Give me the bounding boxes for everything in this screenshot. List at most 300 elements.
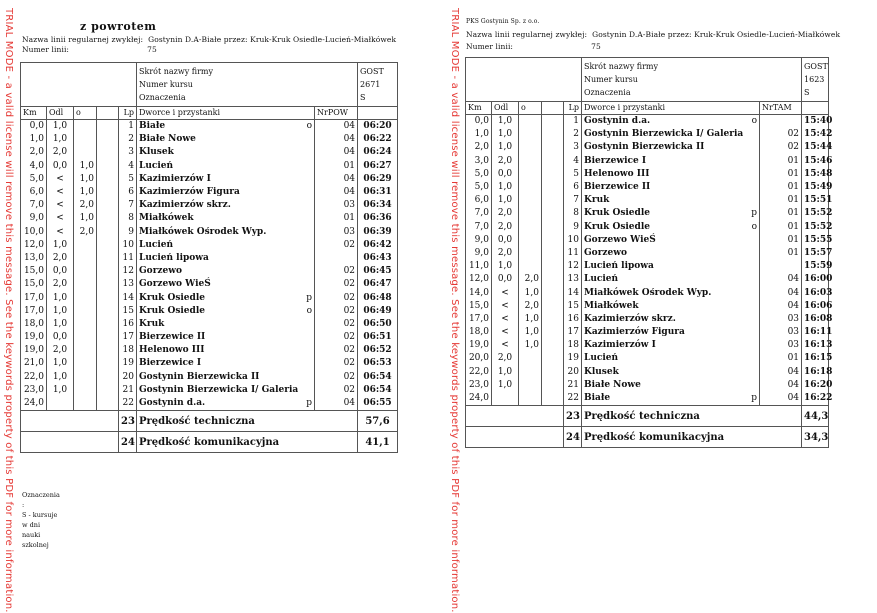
row-stop bbox=[582, 366, 760, 379]
row-km: 7,0 bbox=[21, 199, 47, 212]
row-lp: 15 bbox=[564, 300, 582, 313]
row-km: 11,0 bbox=[466, 260, 492, 273]
row-time: 06:29 bbox=[358, 173, 398, 186]
row-lp: 3 bbox=[119, 146, 137, 159]
speed-lp: 23 bbox=[119, 411, 137, 432]
row-stop bbox=[582, 115, 760, 129]
row-time: 06:54 bbox=[358, 384, 398, 397]
speed-label: Prędkość techniczna bbox=[582, 406, 802, 427]
row-nr: 02 bbox=[315, 371, 358, 384]
row-lp: 12 bbox=[119, 265, 137, 278]
stop-name: Gostynin Bierzewicka I/ Galeria bbox=[584, 129, 744, 140]
stop-mark: o bbox=[751, 221, 757, 232]
stop-name: Klusek bbox=[584, 366, 619, 377]
row-o2 bbox=[97, 252, 119, 265]
row-stop bbox=[137, 384, 315, 397]
row-nr: 01 bbox=[760, 247, 802, 260]
stop-name: Gorzewo WieŚ bbox=[139, 279, 211, 290]
row-lp: 5 bbox=[119, 173, 137, 186]
row-nr: 02 bbox=[315, 357, 358, 370]
speed-value: 34,3 bbox=[802, 427, 829, 448]
header-nr: NrPOW bbox=[315, 107, 358, 120]
stop-name: Lucień bbox=[584, 274, 619, 285]
row-time: 16:06 bbox=[802, 300, 829, 313]
table-row bbox=[466, 141, 829, 154]
row-o1: 1,0 bbox=[74, 160, 97, 173]
row-o1 bbox=[519, 128, 542, 141]
stop-name: Kruk Osiedle bbox=[139, 305, 205, 316]
stop-name: Kruk Osiedle bbox=[584, 221, 650, 232]
row-stop bbox=[137, 397, 315, 411]
row-nr: 01 bbox=[760, 352, 802, 365]
row-o2 bbox=[542, 141, 564, 154]
stop-name: Klusek bbox=[139, 147, 174, 158]
stop-name: Bierzewice II bbox=[584, 182, 651, 193]
row-stop bbox=[137, 212, 315, 225]
row-lp: 1 bbox=[564, 115, 582, 129]
row-odl: 0,0 bbox=[492, 234, 519, 247]
meta-row bbox=[21, 63, 398, 107]
table-row bbox=[466, 207, 829, 220]
row-nr: 03 bbox=[760, 313, 802, 326]
row-stop bbox=[582, 392, 760, 406]
row-o1 bbox=[74, 291, 97, 304]
speed-label: Prędkość komunikacyjna bbox=[582, 427, 802, 448]
row-nr bbox=[315, 252, 358, 265]
row-o2 bbox=[97, 186, 119, 199]
row-o2 bbox=[542, 326, 564, 339]
row-o2 bbox=[97, 212, 119, 225]
row-lp: 6 bbox=[564, 181, 582, 194]
stop-name: Gorzewo bbox=[139, 266, 183, 277]
row-nr: 02 bbox=[315, 384, 358, 397]
row-o1 bbox=[519, 115, 542, 129]
row-odl bbox=[492, 392, 519, 406]
stop-name: Gostynin d.a. bbox=[139, 398, 206, 409]
row-stop bbox=[137, 173, 315, 186]
row-o1 bbox=[74, 344, 97, 357]
row-km: 22,0 bbox=[466, 366, 492, 379]
table-row bbox=[466, 300, 829, 313]
table-row bbox=[21, 160, 398, 173]
row-lp: 19 bbox=[119, 357, 137, 370]
row-km: 5,0 bbox=[466, 168, 492, 181]
row-o1: 1,0 bbox=[519, 339, 542, 352]
table-row bbox=[466, 247, 829, 260]
table-row bbox=[21, 252, 398, 265]
row-time: 15:52 bbox=[802, 221, 829, 234]
row-odl: 0,0 bbox=[492, 273, 519, 286]
row-o2 bbox=[97, 239, 119, 252]
row-odl: < bbox=[47, 199, 74, 212]
row-km: 13,0 bbox=[21, 252, 47, 265]
row-lp: 7 bbox=[564, 194, 582, 207]
table-row bbox=[466, 115, 829, 129]
row-o2 bbox=[542, 181, 564, 194]
stop-name: Kazimierzów I bbox=[584, 340, 656, 351]
row-odl: < bbox=[47, 226, 74, 239]
stop-name: Białe bbox=[584, 393, 611, 404]
row-stop bbox=[137, 120, 315, 134]
header-o: o bbox=[519, 102, 542, 115]
row-o2 bbox=[542, 247, 564, 260]
row-km: 15,0 bbox=[466, 300, 492, 313]
row-stop bbox=[582, 194, 760, 207]
row-time: 06:20 bbox=[358, 120, 398, 134]
row-time: 06:31 bbox=[358, 186, 398, 199]
row-time: 06:51 bbox=[358, 331, 398, 344]
table-row bbox=[21, 133, 398, 146]
row-time: 16:20 bbox=[802, 379, 829, 392]
stop-name: Gorzewo WieŚ bbox=[584, 234, 656, 245]
speed-lp: 23 bbox=[564, 406, 582, 427]
row-o2 bbox=[542, 339, 564, 352]
row-nr: 04 bbox=[315, 120, 358, 134]
row-odl: 1,0 bbox=[47, 291, 74, 304]
row-o1 bbox=[74, 120, 97, 134]
table-row bbox=[466, 379, 829, 392]
row-time: 06:54 bbox=[358, 371, 398, 384]
row-time: 15:52 bbox=[802, 207, 829, 220]
row-time: 06:49 bbox=[358, 305, 398, 318]
row-odl: 1,0 bbox=[47, 371, 74, 384]
row-nr: 02 bbox=[315, 278, 358, 291]
row-o2 bbox=[542, 260, 564, 273]
row-lp: 18 bbox=[564, 339, 582, 352]
row-km: 0,0 bbox=[21, 120, 47, 134]
row-km: 18,0 bbox=[466, 326, 492, 339]
row-odl: < bbox=[492, 339, 519, 352]
table-row bbox=[21, 173, 398, 186]
row-lp: 5 bbox=[564, 168, 582, 181]
row-o2 bbox=[97, 173, 119, 186]
row-nr: 01 bbox=[315, 212, 358, 225]
row-o1 bbox=[74, 397, 97, 411]
speed-label: Prędkość komunikacyjna bbox=[137, 432, 358, 453]
row-odl: 1,0 bbox=[492, 141, 519, 154]
stop-name: Gostynin Bierzewicka II bbox=[139, 371, 260, 382]
row-stop bbox=[582, 300, 760, 313]
header-odl: Odl bbox=[47, 107, 74, 120]
row-nr: 04 bbox=[760, 286, 802, 299]
row-stop bbox=[582, 221, 760, 234]
row-nr: 01 bbox=[760, 168, 802, 181]
row-o2 bbox=[97, 357, 119, 370]
row-o1: 2,0 bbox=[519, 273, 542, 286]
row-o1: 2,0 bbox=[74, 226, 97, 239]
row-time: 06:39 bbox=[358, 226, 398, 239]
stop-mark: o bbox=[751, 116, 757, 127]
trial-watermark-left: TRIAL MODE - a valid license will remove this message. See the keywords property of this PDF for more information. bbox=[3, 8, 14, 613]
table-row bbox=[21, 331, 398, 344]
row-odl: 0,0 bbox=[47, 265, 74, 278]
meta-labels-right: Skrót nazwy firmy Numer kursu Oznaczenia bbox=[582, 58, 802, 102]
row-stop bbox=[137, 186, 315, 199]
row-o1: 2,0 bbox=[74, 199, 97, 212]
row-stop bbox=[137, 291, 315, 304]
row-lp: 16 bbox=[564, 313, 582, 326]
row-time: 16:22 bbox=[802, 392, 829, 406]
row-o1 bbox=[519, 181, 542, 194]
row-stop bbox=[582, 207, 760, 220]
row-o1 bbox=[519, 168, 542, 181]
row-km: 23,0 bbox=[466, 379, 492, 392]
stop-name: Gorzewo bbox=[584, 247, 628, 258]
stop-name: Kruk Osiedle bbox=[584, 208, 650, 219]
row-o1: 1,0 bbox=[519, 313, 542, 326]
row-stop bbox=[582, 181, 760, 194]
table-row bbox=[466, 234, 829, 247]
header-row-right bbox=[466, 102, 829, 115]
row-stop bbox=[137, 265, 315, 278]
row-o1 bbox=[74, 384, 97, 397]
row-nr: 04 bbox=[760, 392, 802, 406]
row-km: 9,0 bbox=[21, 212, 47, 225]
row-nr: 02 bbox=[315, 331, 358, 344]
row-odl: < bbox=[492, 300, 519, 313]
row-stop bbox=[582, 273, 760, 286]
header-row bbox=[21, 107, 398, 120]
row-stop bbox=[137, 305, 315, 318]
row-nr: 01 bbox=[760, 181, 802, 194]
row-stop bbox=[137, 133, 315, 146]
row-km: 21,0 bbox=[21, 357, 47, 370]
row-time: 06:45 bbox=[358, 265, 398, 278]
table-row bbox=[466, 339, 829, 352]
row-odl: 1,0 bbox=[47, 384, 74, 397]
row-lp: 12 bbox=[564, 260, 582, 273]
row-o2 bbox=[542, 234, 564, 247]
row-lp: 15 bbox=[119, 305, 137, 318]
row-odl: < bbox=[47, 212, 74, 225]
row-nr: 04 bbox=[760, 366, 802, 379]
meta-labels: Skrót nazwy firmy Numer kursu Oznaczenia bbox=[137, 63, 358, 107]
stop-mark: p bbox=[751, 208, 757, 219]
row-o1 bbox=[74, 146, 97, 159]
row-time: 06:22 bbox=[358, 133, 398, 146]
row-km: 12,0 bbox=[466, 273, 492, 286]
row-lp: 16 bbox=[119, 318, 137, 331]
row-nr: 04 bbox=[315, 173, 358, 186]
stop-mark: o bbox=[306, 121, 312, 132]
row-o2 bbox=[97, 146, 119, 159]
row-odl: 1,0 bbox=[492, 366, 519, 379]
row-nr: 01 bbox=[760, 155, 802, 168]
row-km: 3,0 bbox=[466, 155, 492, 168]
row-nr: 01 bbox=[760, 194, 802, 207]
row-o1 bbox=[519, 207, 542, 220]
row-odl: < bbox=[47, 186, 74, 199]
row-time: 06:55 bbox=[358, 397, 398, 411]
row-lp: 20 bbox=[119, 371, 137, 384]
row-lp: 7 bbox=[119, 199, 137, 212]
row-odl: 2,0 bbox=[492, 352, 519, 365]
header-lp: Lp bbox=[119, 107, 137, 120]
row-lp: 17 bbox=[564, 326, 582, 339]
row-time: 15:46 bbox=[802, 155, 829, 168]
stop-name: Helenowo III bbox=[584, 168, 650, 179]
speed-value: 41,1 bbox=[358, 432, 398, 453]
row-km: 23,0 bbox=[21, 384, 47, 397]
row-o2 bbox=[97, 384, 119, 397]
row-o2 bbox=[97, 305, 119, 318]
row-km: 5,0 bbox=[21, 173, 47, 186]
row-o2 bbox=[542, 194, 564, 207]
table-row bbox=[466, 155, 829, 168]
table-row bbox=[466, 168, 829, 181]
meta-row-right bbox=[466, 58, 829, 102]
row-odl: 1,0 bbox=[492, 181, 519, 194]
row-nr: 02 bbox=[760, 128, 802, 141]
row-lp: 14 bbox=[119, 291, 137, 304]
row-o2 bbox=[97, 265, 119, 278]
stop-name: Helenowo III bbox=[139, 345, 205, 356]
row-lp: 8 bbox=[564, 207, 582, 220]
table-row bbox=[21, 371, 398, 384]
row-odl: 1,0 bbox=[492, 115, 519, 129]
row-o1 bbox=[74, 357, 97, 370]
row-nr: 04 bbox=[315, 186, 358, 199]
table-row bbox=[21, 239, 398, 252]
row-stop bbox=[137, 371, 315, 384]
row-km: 17,0 bbox=[466, 313, 492, 326]
stop-name: Kruk bbox=[584, 195, 610, 206]
row-stop bbox=[137, 278, 315, 291]
row-o2 bbox=[542, 155, 564, 168]
row-o2 bbox=[542, 273, 564, 286]
row-o1 bbox=[519, 221, 542, 234]
stop-name: Kazimierzów skrz. bbox=[584, 313, 676, 324]
row-nr: 01 bbox=[760, 221, 802, 234]
row-lp: 22 bbox=[119, 397, 137, 411]
row-o1 bbox=[74, 318, 97, 331]
row-time: 06:24 bbox=[358, 146, 398, 159]
row-o2 bbox=[97, 133, 119, 146]
row-stop bbox=[137, 226, 315, 239]
table-row bbox=[21, 384, 398, 397]
row-time: 06:48 bbox=[358, 291, 398, 304]
row-lp: 21 bbox=[564, 379, 582, 392]
row-stop bbox=[137, 160, 315, 173]
row-km: 18,0 bbox=[21, 318, 47, 331]
row-odl: 2,0 bbox=[47, 344, 74, 357]
row-lp: 18 bbox=[119, 344, 137, 357]
row-time: 06:47 bbox=[358, 278, 398, 291]
table-row bbox=[466, 326, 829, 339]
row-lp: 21 bbox=[119, 384, 137, 397]
table-row bbox=[466, 366, 829, 379]
row-o1 bbox=[74, 331, 97, 344]
stop-name: Białe Nowe bbox=[584, 379, 641, 390]
row-o1 bbox=[519, 141, 542, 154]
row-o1 bbox=[519, 234, 542, 247]
row-km: 17,0 bbox=[21, 291, 47, 304]
table-row bbox=[21, 265, 398, 278]
row-o2 bbox=[97, 331, 119, 344]
row-time: 06:53 bbox=[358, 357, 398, 370]
row-km: 15,0 bbox=[21, 278, 47, 291]
route-name: Nazwa linii regularnej zwykłej: Gostynin D.A-Białe przez: Kruk-Kruk Osiedle-Lucień-Miałkówek bbox=[22, 35, 397, 44]
row-lp: 4 bbox=[564, 155, 582, 168]
stop-name: Lucień bbox=[139, 160, 174, 171]
row-km: 1,0 bbox=[466, 128, 492, 141]
row-km: 24,0 bbox=[466, 392, 492, 406]
direction-title: z powrotem bbox=[80, 20, 157, 33]
stop-name: Lucień bbox=[584, 353, 619, 364]
header-o: o bbox=[74, 107, 97, 120]
row-stop bbox=[582, 247, 760, 260]
stop-mark: p bbox=[306, 292, 312, 303]
stop-name: Kazimierzów Figura bbox=[139, 187, 240, 198]
row-o1 bbox=[519, 366, 542, 379]
row-odl: 2,0 bbox=[47, 278, 74, 291]
row-o1 bbox=[74, 265, 97, 278]
row-odl bbox=[47, 397, 74, 411]
row-nr bbox=[760, 260, 802, 273]
row-lp: 9 bbox=[119, 226, 137, 239]
row-o2 bbox=[542, 352, 564, 365]
row-o1: 1,0 bbox=[74, 186, 97, 199]
row-time: 06:34 bbox=[358, 199, 398, 212]
row-odl: 2,0 bbox=[492, 247, 519, 260]
row-o1 bbox=[74, 278, 97, 291]
table-row bbox=[466, 221, 829, 234]
row-o2 bbox=[97, 344, 119, 357]
row-nr: 02 bbox=[315, 305, 358, 318]
stop-name: Gostynin Bierzewicka II bbox=[584, 142, 705, 153]
row-time: 15:55 bbox=[802, 234, 829, 247]
row-o2 bbox=[542, 168, 564, 181]
row-stop bbox=[137, 357, 315, 370]
row-o2 bbox=[97, 226, 119, 239]
table-row bbox=[21, 278, 398, 291]
row-odl: 0,0 bbox=[492, 168, 519, 181]
trial-watermark-right: TRIAL MODE - a valid license will remove this message. See the keywords property of this PDF for more information. bbox=[449, 8, 460, 613]
row-stop bbox=[137, 199, 315, 212]
row-lp: 1 bbox=[119, 120, 137, 134]
row-o1 bbox=[519, 260, 542, 273]
row-nr: 02 bbox=[315, 239, 358, 252]
row-nr: 04 bbox=[315, 133, 358, 146]
table-row bbox=[466, 181, 829, 194]
row-km: 10,0 bbox=[21, 226, 47, 239]
table-row bbox=[21, 186, 398, 199]
row-nr: 03 bbox=[760, 339, 802, 352]
table-row bbox=[21, 397, 398, 411]
row-stop bbox=[137, 146, 315, 159]
row-stop bbox=[582, 379, 760, 392]
table-row bbox=[21, 291, 398, 304]
row-time: 16:08 bbox=[802, 313, 829, 326]
stop-name: Lucień bbox=[139, 239, 174, 250]
header-odl: Odl bbox=[492, 102, 519, 115]
stop-name: Białe Nowe bbox=[139, 134, 196, 145]
row-time: 06:43 bbox=[358, 252, 398, 265]
row-km: 14,0 bbox=[466, 286, 492, 299]
row-time: 15:42 bbox=[802, 128, 829, 141]
legend-text: S - kursuje w dni nauki szkolnej bbox=[22, 511, 58, 549]
row-lp: 4 bbox=[119, 160, 137, 173]
stop-name: Bierzewice I bbox=[584, 155, 647, 166]
row-nr: 02 bbox=[760, 141, 802, 154]
row-o2 bbox=[542, 300, 564, 313]
row-nr: 04 bbox=[760, 379, 802, 392]
legend bbox=[22, 490, 60, 550]
row-lp: 19 bbox=[564, 352, 582, 365]
table-row bbox=[466, 128, 829, 141]
row-nr: 03 bbox=[760, 326, 802, 339]
row-time: 15:57 bbox=[802, 247, 829, 260]
